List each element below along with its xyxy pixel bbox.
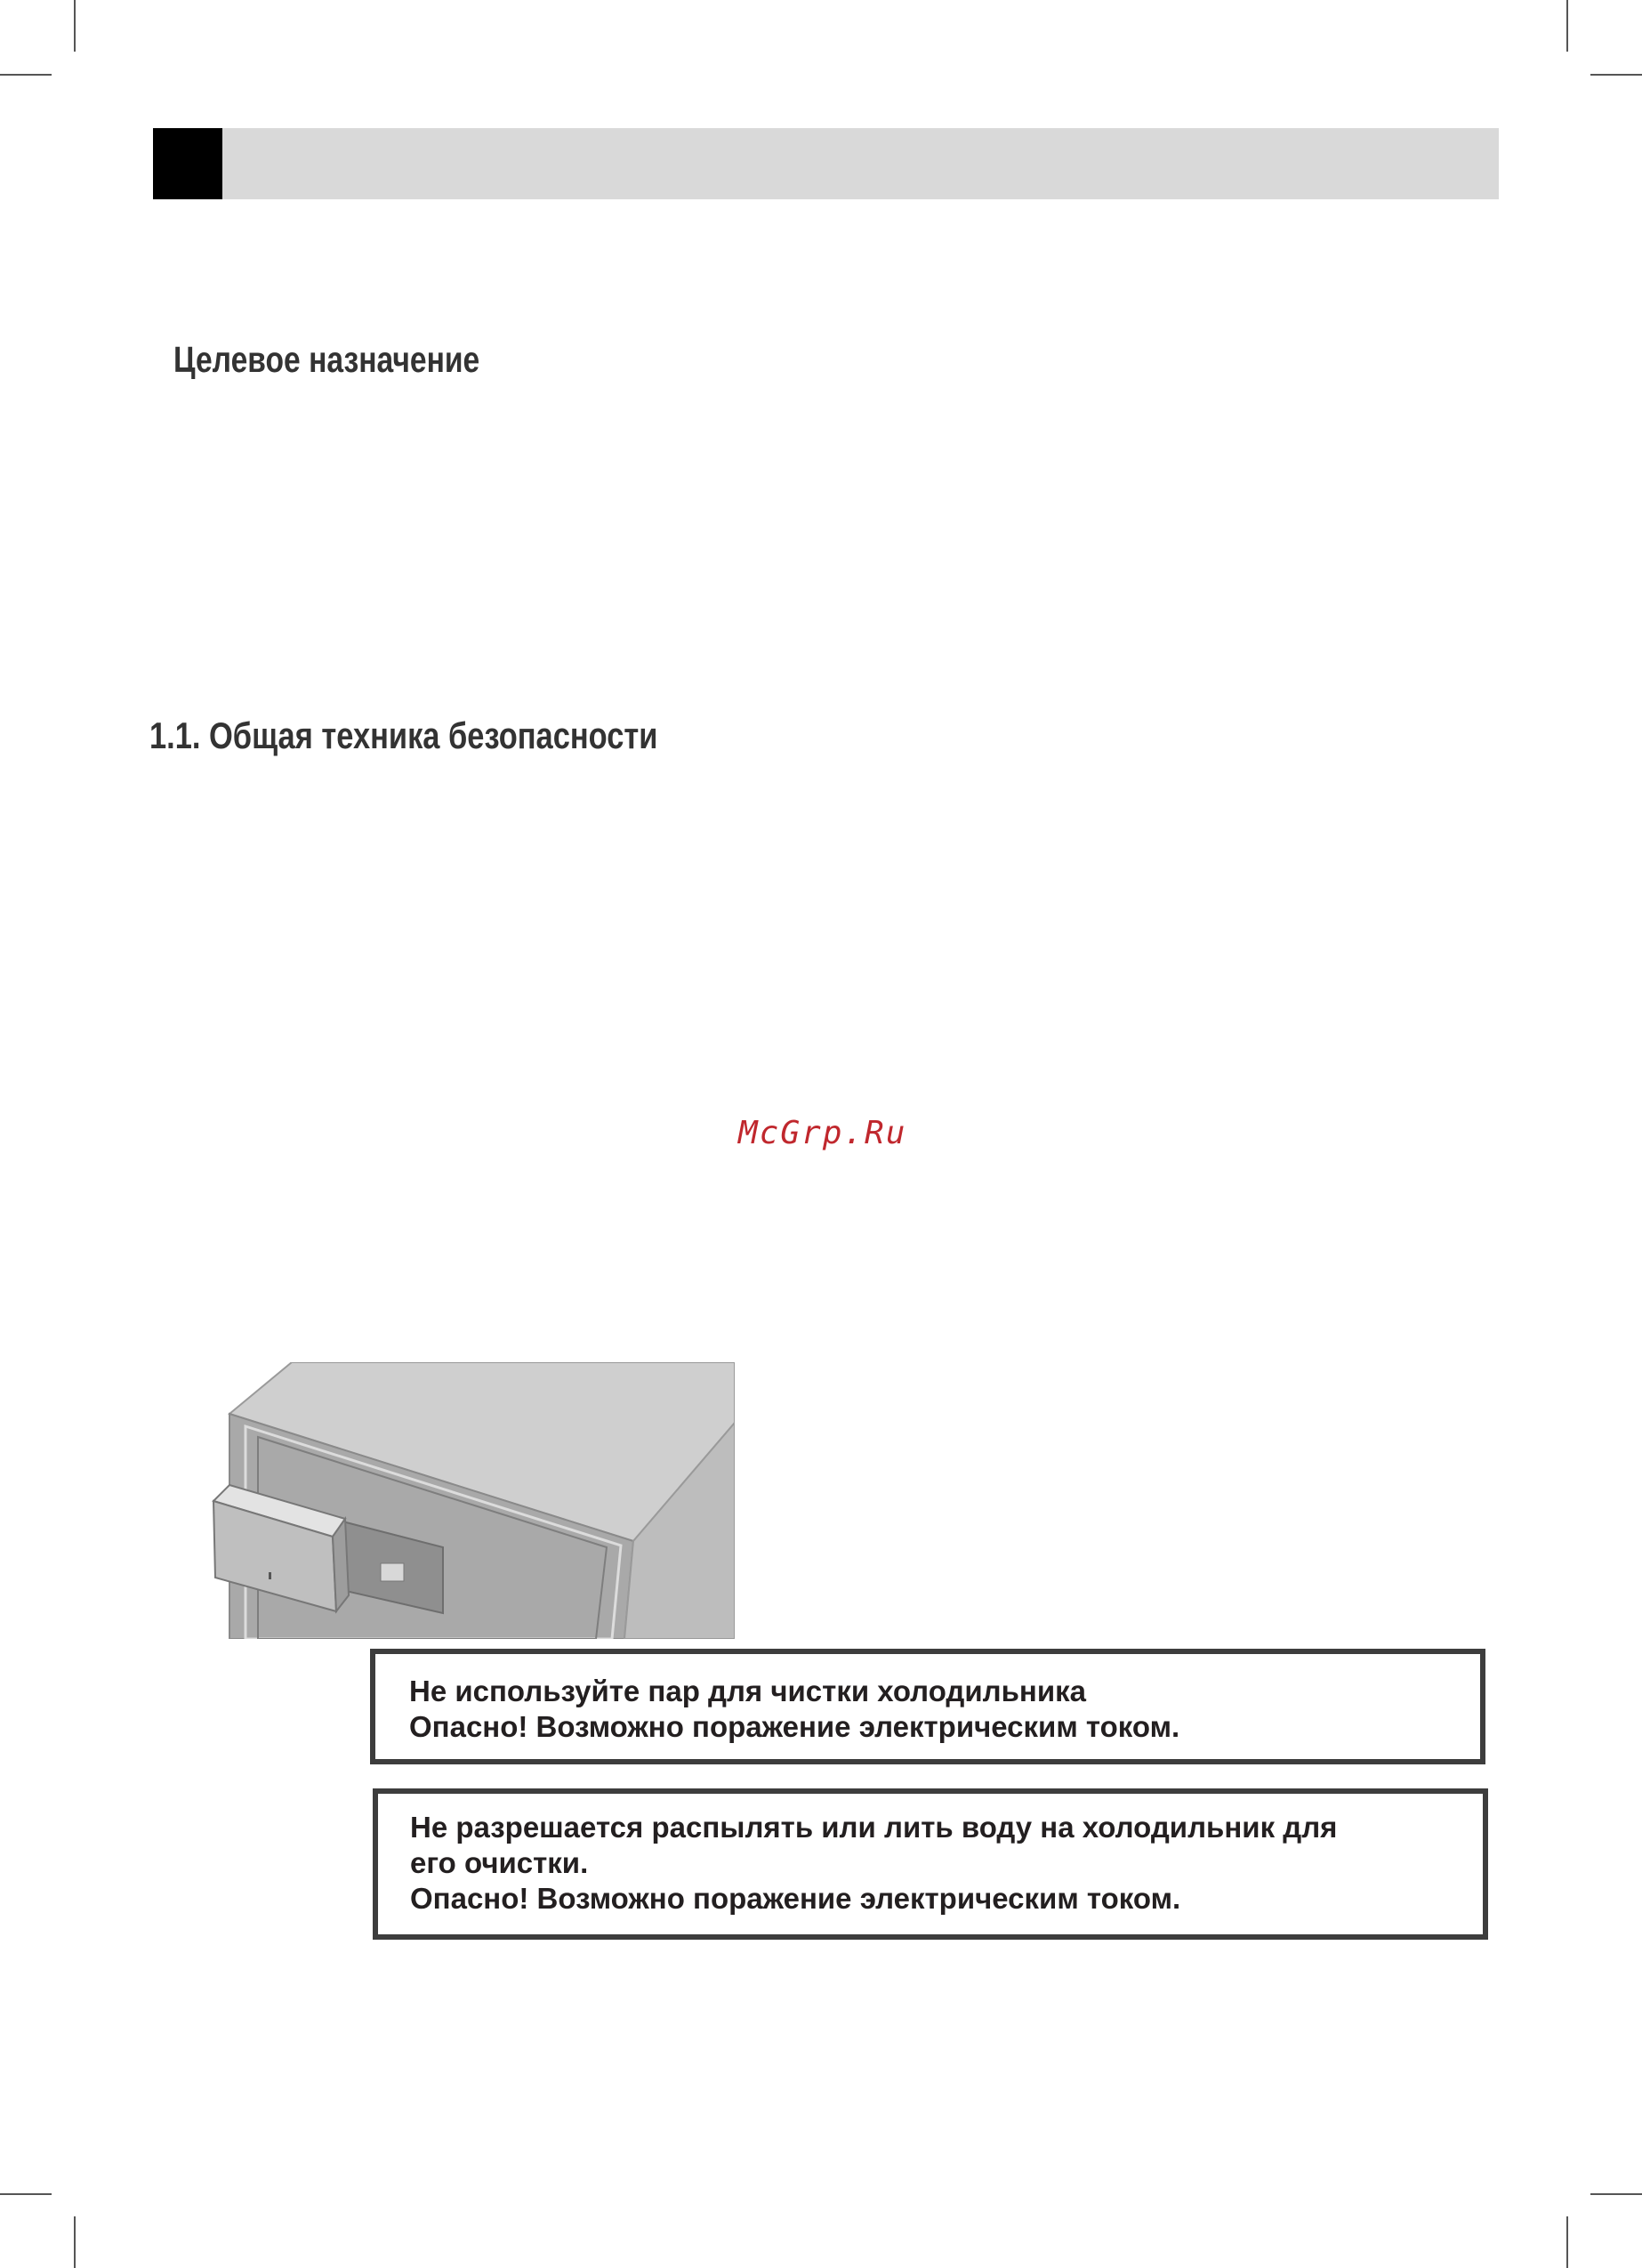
general-safety-heading: 1.1. Общая техника безопасности (149, 714, 658, 756)
watermark: McGrp.Ru (738, 1115, 907, 1151)
warning-text: его очистки. (410, 1846, 589, 1879)
warning-text: Опасно! Возможно поражение электрическим током. (410, 1882, 1181, 1915)
crop-mark (1590, 2193, 1642, 2195)
crop-mark (0, 74, 52, 76)
warning-box-water (373, 1788, 1488, 1940)
warning-text: Не используйте пар для чистки холодильника (409, 1675, 1086, 1707)
section-number-block (153, 128, 222, 199)
crop-mark (1590, 74, 1642, 76)
refrigerator-illustration (212, 1362, 735, 1639)
crop-mark (74, 0, 76, 52)
warning-text: Опасно! Возможно поражение электрическим током. (409, 1710, 1180, 1743)
intended-use-heading: Целевое назначение (173, 339, 480, 380)
crop-mark (0, 2193, 52, 2195)
crop-mark (1566, 0, 1568, 52)
warning-box-steam (370, 1649, 1485, 1764)
warning-text: Не разрешается распылять или лить воду на холодильник для (410, 1811, 1338, 1844)
crop-mark (1566, 2216, 1568, 2268)
section-header-bar (153, 128, 1499, 199)
crop-mark (74, 2216, 76, 2268)
